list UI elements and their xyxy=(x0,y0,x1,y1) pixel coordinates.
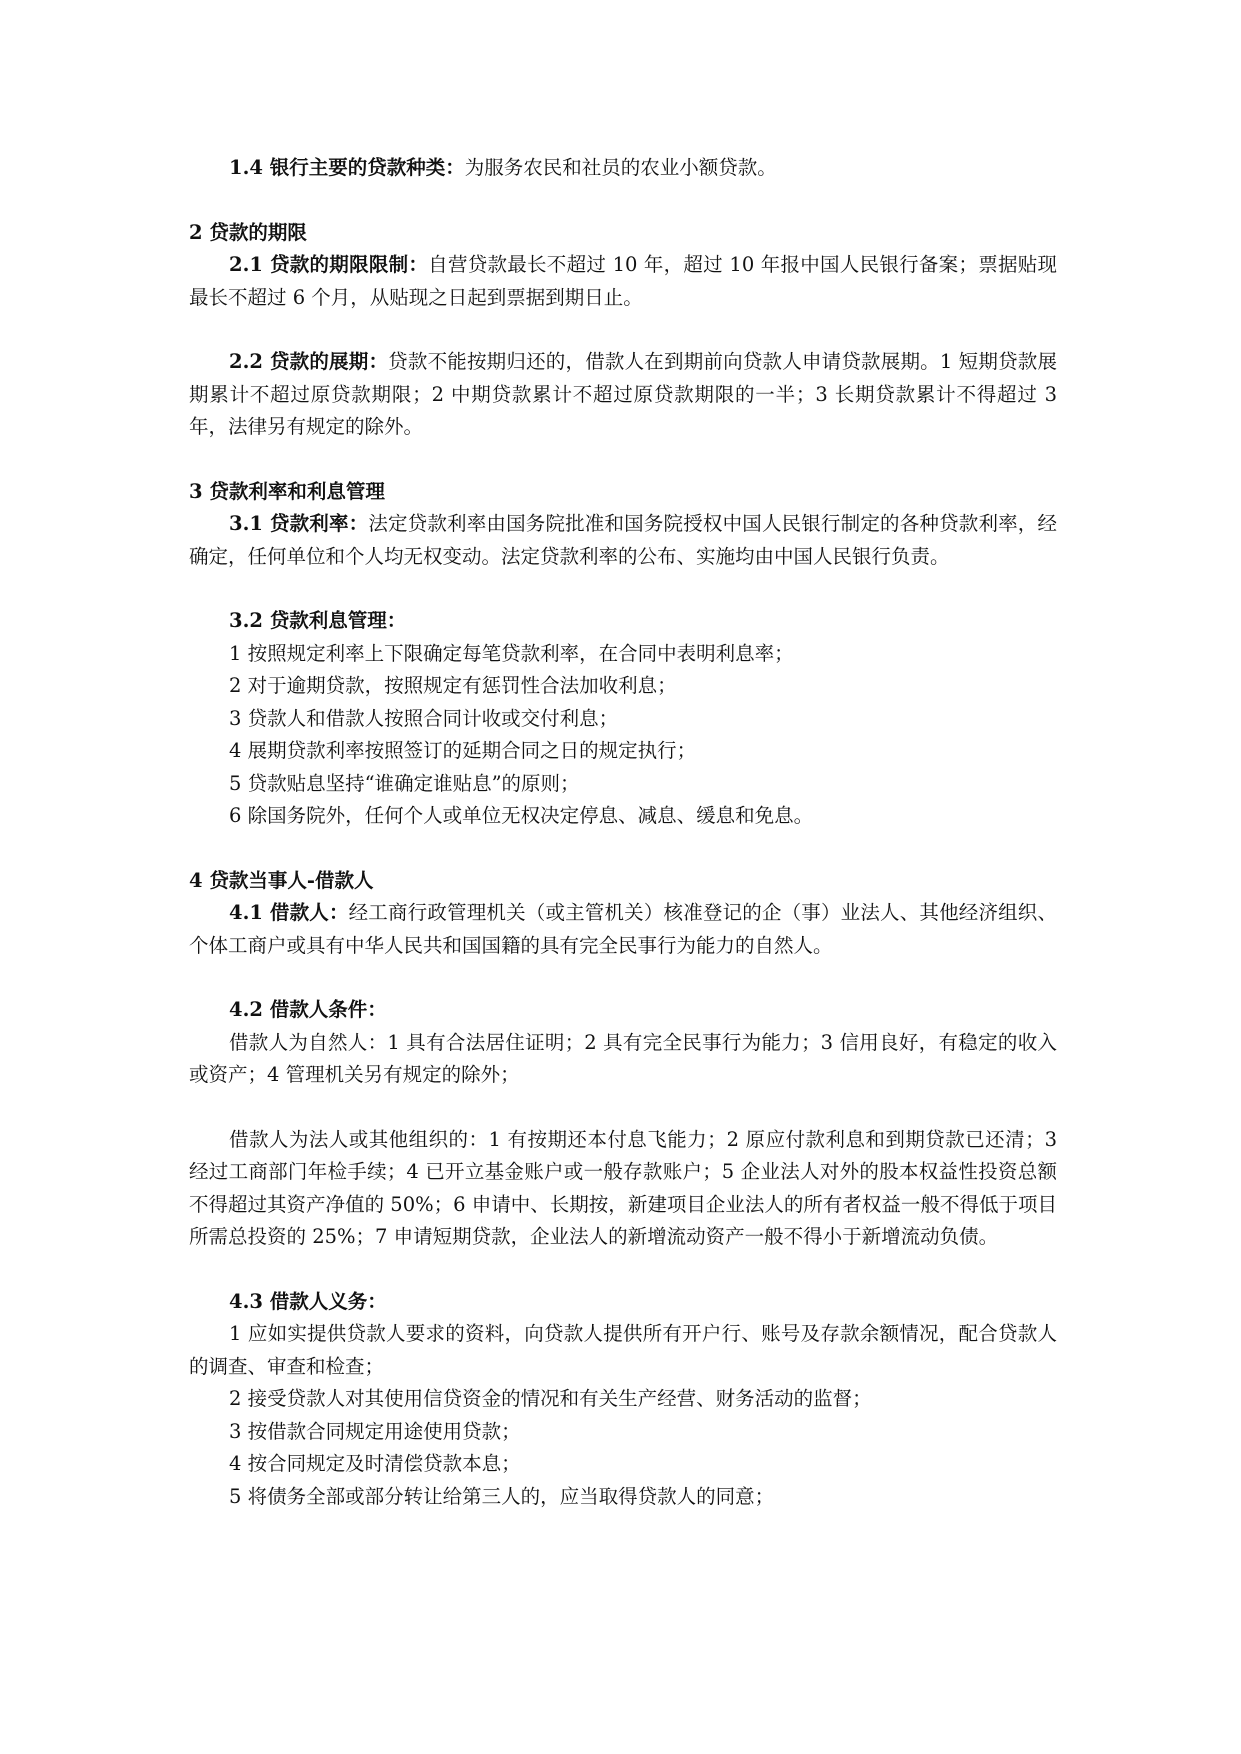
section-4-heading: 4 贷款当事人-借款人 xyxy=(189,868,374,892)
section-4-1-paragraph xyxy=(189,897,1057,962)
section-3-2-item: 6 除国务院外，任何个人或单位无权决定停息、减息、缓息和免息。 xyxy=(229,804,814,827)
section-3-1-paragraph xyxy=(189,508,1057,573)
section-3-2-item: 1 按照规定利率上下限确定每笔贷款利率，在合同中表明利息率； xyxy=(229,641,794,665)
section-4-1-text: 经工商行政管理机关（或主管机关）核准登记的企（事）业法人、其他经济组织、个体工商户或具有中华人民共和国国籍的具有完全民事行为能力的自然人。 xyxy=(189,901,1057,957)
section-4-1-lead: 4.1 借款人： xyxy=(229,901,349,924)
spacer xyxy=(189,1092,1057,1124)
section-1-4-lead: 1.4 银行主要的贷款种类： xyxy=(229,156,465,179)
section-4-2-paragraph-1: 借款人为自然人：1 具有合法居住证明；2 具有完全民事行为能力；3 信用良好，有稳定的收入或资产；4 管理机关另有规定的除外； xyxy=(189,1030,1057,1086)
section-2-2-lead: 2.2 贷款的展期： xyxy=(229,350,389,373)
section-2-2-text: 贷款不能按期归还的，借款人在到期前向贷款人申请贷款展期。1 短期贷款展期累计不超过原贷款期限；2 中期贷款累计不超过原贷款期限的一半；3 长期贷款累计不得超过 3 年，法律另有规定的除外。 xyxy=(189,350,1058,438)
section-4-2-lead: 4.2 借款人条件： xyxy=(229,998,387,1021)
section-3-2-item: 3 贷款人和借款人按照合同计收或交付利息； xyxy=(229,706,619,730)
section-2-heading: 2 贷款的期限 xyxy=(189,220,307,244)
spacer xyxy=(189,833,1057,865)
section-4-3-item: 5 将债务全部或部分转让给第三人的，应当取得贷款人的同意； xyxy=(229,1484,775,1508)
section-3-heading: 3 贷款利率和利息管理 xyxy=(189,479,385,503)
section-2-2-paragraph xyxy=(189,346,1057,444)
spacer xyxy=(189,573,1057,605)
section-4-3-item: 2 接受贷款人对其使用信贷资金的情况和有关生产经营、财务活动的监督； xyxy=(229,1387,872,1410)
section-2-1-paragraph xyxy=(189,249,1057,314)
section-4-3-item: 4 按合同规定及时清偿贷款本息； xyxy=(229,1452,521,1475)
section-3-2-item: 4 展期贷款利率按照签订的延期合同之日的规定执行； xyxy=(229,739,697,762)
section-1-4-text: 为服务农民和社员的农业小额贷款。 xyxy=(464,156,777,179)
spacer xyxy=(189,185,1057,217)
section-3-1-text: 法定贷款利率由国务院批准和国务院授权中国人民银行制定的各种贷款利率，经确定，任何单位和个人均无权变动。法定贷款利率的公布、实施均由中国人民银行负责。 xyxy=(189,512,1057,568)
section-3-2-item: 2 对于逾期贷款，按照规定有惩罚性合法加收利息； xyxy=(229,674,677,697)
section-3-1-lead: 3.1 贷款利率： xyxy=(229,512,369,535)
section-3-2-lead: 3.2 贷款利息管理： xyxy=(229,609,407,632)
section-1-4-paragraph xyxy=(189,152,1057,185)
spacer xyxy=(189,314,1057,346)
section-4-3-lead: 4.3 借款人义务： xyxy=(229,1289,387,1313)
section-3-2-item: 5 贷款贴息坚持“谁确定谁贴息”的原则； xyxy=(229,771,580,795)
document-body xyxy=(189,152,1057,1513)
section-2-1-lead: 2.1 贷款的期限限制： xyxy=(229,253,429,276)
section-4-3-item: 3 按借款合同规定用途使用贷款； xyxy=(229,1419,521,1443)
spacer xyxy=(189,962,1057,994)
spacer xyxy=(189,444,1057,476)
section-2-1-text: 自营贷款最长不超过 10 年，超过 10 年报中国人民银行备案；票据贴现最长不超过 6 个月，从贴现之日起到票据到期日止。 xyxy=(189,253,1058,309)
section-4-2-paragraph-2: 借款人为法人或其他组织的：1 有按期还本付息飞能力；2 原应付款利息和到期贷款已还清；3 经过工商部门年检手续；4 已开立基金账户或一般存款账户；5 企业法人对外的股本权益性投资总额不得超过其资产净值的 50%；6 申请中、长期按，新建项目企业法人的所有者权益一般不得低于项目所需总投资的 25%；7 申请短期贷款，企业法人的新增流动资产一般不得小于新增流动负债。 xyxy=(189,1127,1057,1248)
spacer xyxy=(189,1254,1057,1286)
section-4-3-item: 1 应如实提供贷款人要求的资料，向贷款人提供所有开户行、账号及存款余额情况，配合贷款人的调查、审查和检查； xyxy=(189,1322,1057,1378)
